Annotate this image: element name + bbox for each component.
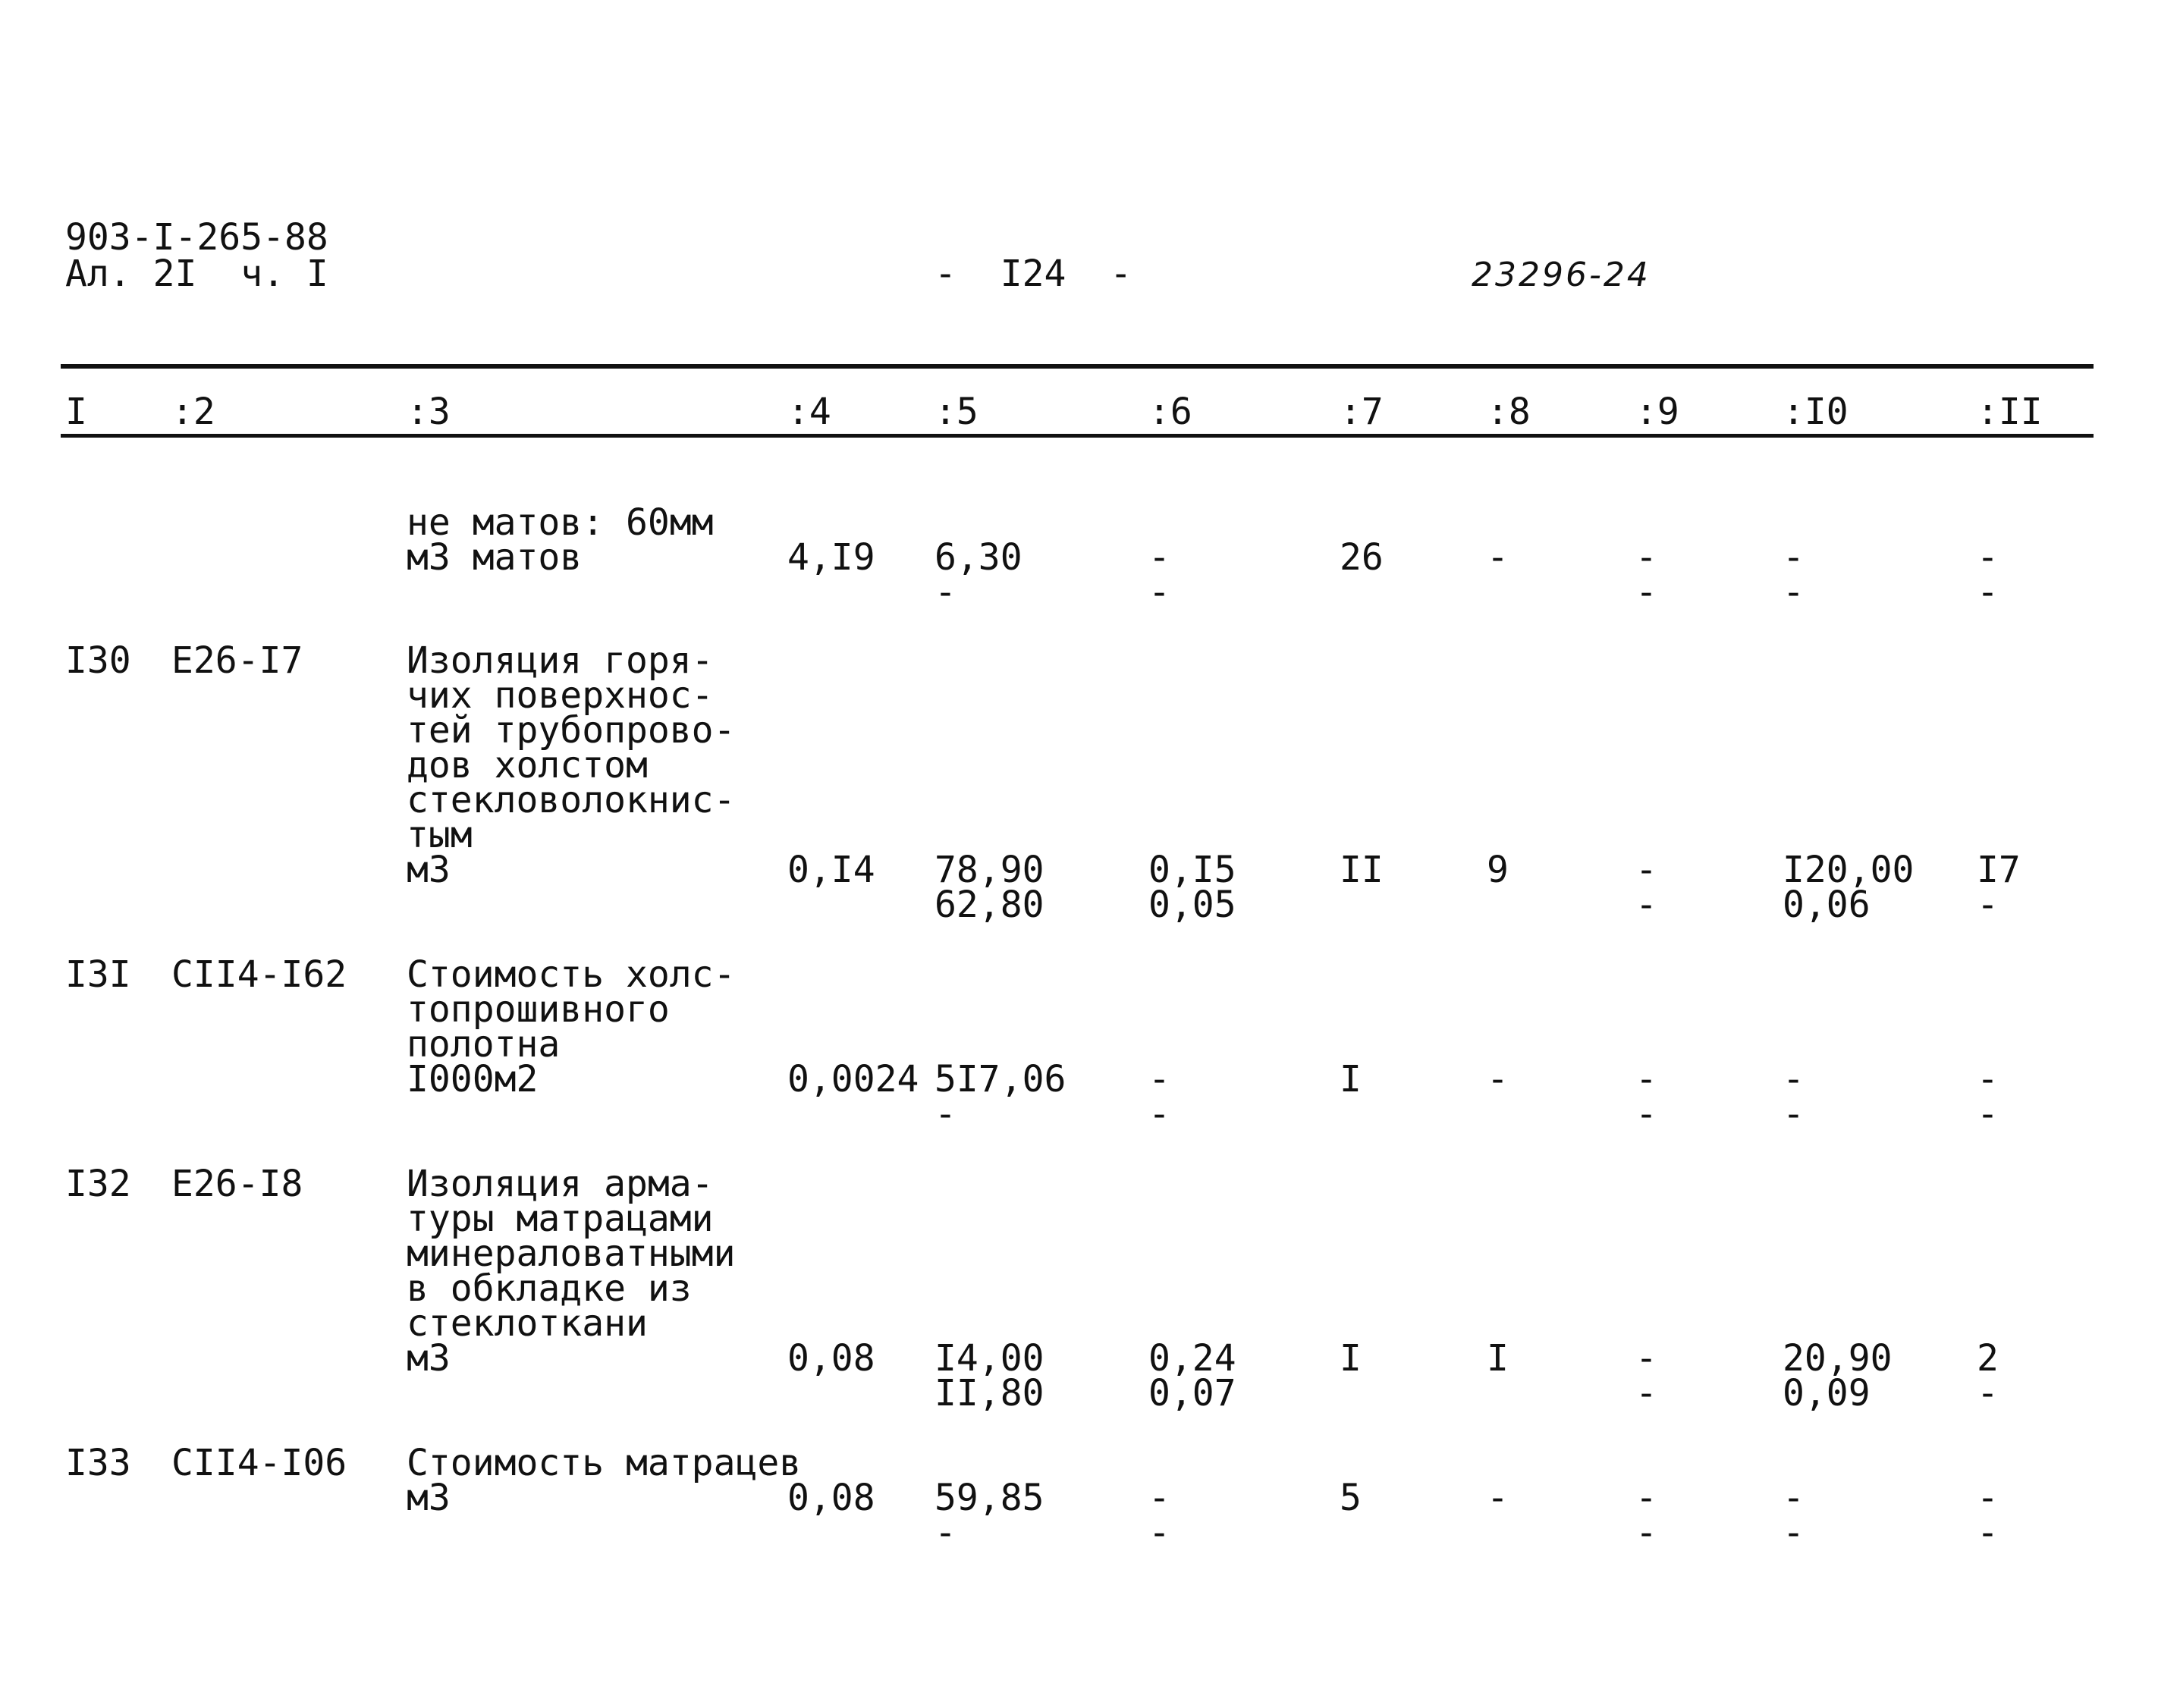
column-header: I <box>65 391 87 433</box>
row-value-c7: 26 <box>1340 536 1384 579</box>
row-value-c9: - - <box>1635 1058 1657 1135</box>
row-cost-c5: 6,30 - <box>935 536 1022 614</box>
row-quantity: 0,08 <box>787 1337 875 1380</box>
column-header: :I0 <box>1783 391 1849 433</box>
sheet-code: 23296-24 <box>1472 256 1651 294</box>
row-value-c10: - - <box>1783 1477 1805 1554</box>
row-cost-c5: 59,85 - <box>935 1477 1044 1554</box>
row-cost-c6: 0,I5 0,05 <box>1148 849 1236 926</box>
row-value-c10: - - <box>1783 1058 1805 1135</box>
row-value-c10: I20,00 0,06 <box>1783 849 1915 926</box>
row-value-c11: I7 - <box>1977 849 2021 926</box>
column-header: :4 <box>787 391 831 433</box>
row-number: I3I <box>65 953 131 996</box>
row-cost-c6: 0,24 0,07 <box>1148 1337 1236 1414</box>
table-header-rule <box>61 434 2094 438</box>
row-value-c11: 2 - <box>1977 1337 1999 1414</box>
row-code: Е26-I7 <box>171 639 303 682</box>
row-value-c9: - - <box>1635 536 1657 614</box>
page-number: - I24 - <box>935 253 1132 295</box>
row-value-c8: - <box>1487 1058 1509 1100</box>
column-header: :7 <box>1340 391 1384 433</box>
document-code: 903-I-265-88 <box>65 216 328 259</box>
row-cost-c5: I4,00 II,80 <box>935 1337 1044 1414</box>
row-cost-c5: 5I7,06 - <box>935 1058 1066 1135</box>
row-cost-c6: - - <box>1148 1058 1170 1135</box>
row-value-c9: - - <box>1635 1477 1657 1554</box>
row-value-c8: 9 <box>1487 849 1509 891</box>
row-description: не матов: 60мм м3 матов <box>407 501 714 579</box>
row-value-c11: - - <box>1977 536 1999 614</box>
row-value-c7: 5 <box>1340 1477 1362 1519</box>
row-number: I30 <box>65 639 131 682</box>
column-header: :2 <box>171 391 215 433</box>
row-description: Изоляция арма- туры матрацами минераловатными в обкладке из стеклоткани м3 <box>407 1163 736 1380</box>
album-part: Ал. 2I ч. I <box>65 253 328 295</box>
row-value-c7: I <box>1340 1058 1362 1100</box>
row-value-c7: II <box>1340 849 1384 891</box>
row-value-c9: - - <box>1635 1337 1657 1414</box>
row-value-c11: - - <box>1977 1058 1999 1135</box>
row-cost-c6: - - <box>1148 536 1170 614</box>
row-value-c9: - - <box>1635 849 1657 926</box>
column-header: :9 <box>1635 391 1679 433</box>
row-value-c8: - <box>1487 1477 1509 1519</box>
row-value-c10: - - <box>1783 536 1805 614</box>
row-quantity: 0,I4 <box>787 849 875 891</box>
column-header: :6 <box>1148 391 1192 433</box>
row-cost-c6: - - <box>1148 1477 1170 1554</box>
row-cost-c5: 78,90 62,80 <box>935 849 1044 926</box>
row-value-c7: I <box>1340 1337 1362 1380</box>
row-code: Е26-I8 <box>171 1163 303 1205</box>
row-value-c8: - <box>1487 536 1509 579</box>
row-code: СII4-I62 <box>171 953 347 996</box>
column-header: :II <box>1977 391 2043 433</box>
table-top-rule <box>61 364 2094 369</box>
row-number: I32 <box>65 1163 131 1205</box>
row-number: I33 <box>65 1442 131 1484</box>
row-description: Стоимость холс- топрошивного полотна I000м2 <box>407 953 736 1100</box>
row-description: Стоимость матрацев м3 <box>407 1442 802 1519</box>
row-quantity: 0,0024 <box>787 1058 919 1100</box>
row-value-c11: - - <box>1977 1477 1999 1554</box>
row-code: СII4-I06 <box>171 1442 347 1484</box>
row-description: Изоляция горя- чих поверхнос- тей трубопрово- дов холстом стекловолокнис- тым м3 <box>407 639 736 891</box>
column-header: :8 <box>1487 391 1531 433</box>
row-value-c10: 20,90 0,09 <box>1783 1337 1893 1414</box>
column-header: :3 <box>407 391 451 433</box>
row-value-c8: I <box>1487 1337 1509 1380</box>
column-header: :5 <box>935 391 978 433</box>
row-quantity: 0,08 <box>787 1477 875 1519</box>
row-quantity: 4,I9 <box>787 536 875 579</box>
